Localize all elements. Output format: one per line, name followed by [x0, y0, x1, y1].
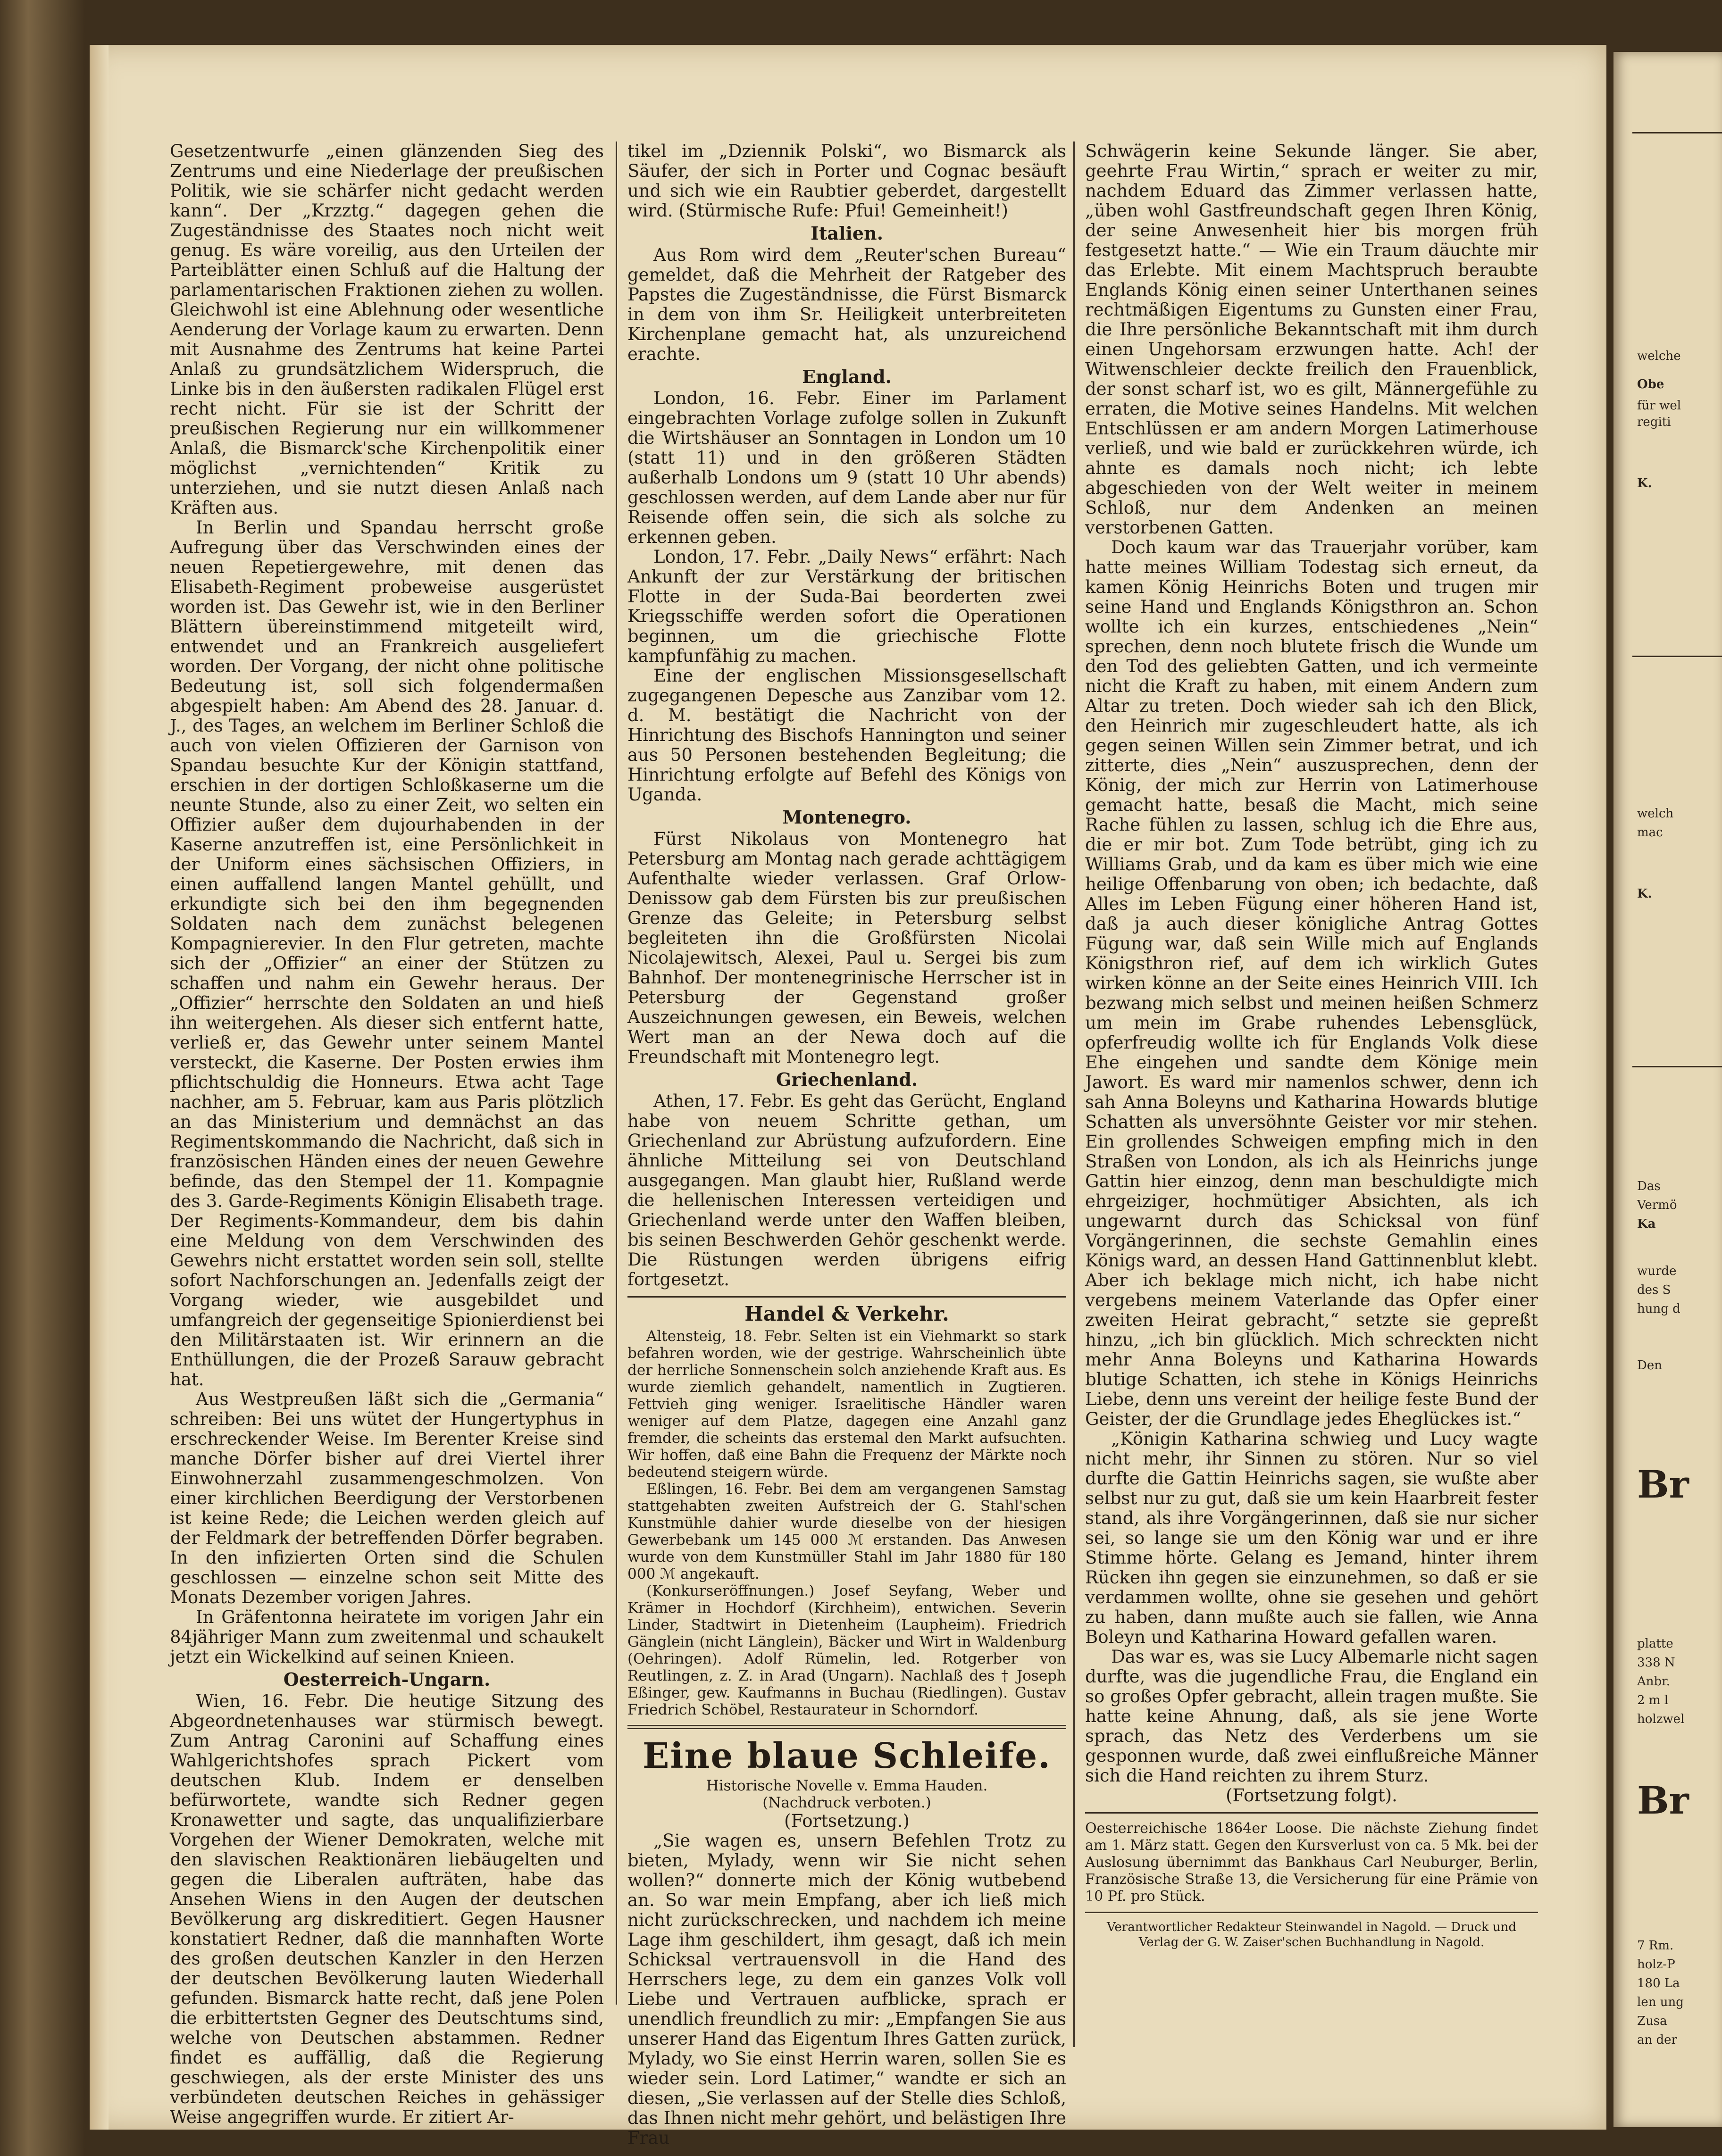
adjacent-fragment: Das: [1637, 1179, 1661, 1193]
adjacent-fragment: Br: [1637, 1462, 1689, 1507]
handel-block: [627, 1328, 1066, 1718]
heading-england: England.: [802, 366, 892, 387]
adjacent-fragment: welch: [1637, 807, 1674, 821]
novel-text-4: „Königin Katharina schwieg und Lucy wagte nicht mehr, ihr Sinnen zu stören. Nur so viel durfte die Gattin Heinrichs sagen, sie wußte aber selbst nur zu gut, daß sie um kein Haarbreit fester stand, als ihre Vorgängerinnen, daß sie nur sicher sei, so lange sie um den König war und er ihre Stimme hörte. Gelang es Jemand, hinter ihrem Rücken ihn gegen sie einzunehmen, so daß er sie verdammen wollte, ohne sie gesehen und gehört zu haben, dann mußte auch sie fallen, wie Anna Boleyn und Katharina Howard gefallen waren.: [1085, 1429, 1538, 1647]
adjacent-fragment: an der: [1637, 2033, 1677, 2047]
adjacent-fragment: wurde: [1637, 1264, 1677, 1278]
imprint-rule: [1085, 1912, 1538, 1913]
heading-griechenland: Griechenland.: [776, 1069, 918, 1090]
novel-continuation: (Fortsetzung.): [784, 1811, 910, 1831]
heading-handel: Handel & Verkehr.: [744, 1302, 949, 1325]
article-montenegro: Fürst Nikolaus von Montenegro hat Petersburg am Montag nach gerade achttägigem Aufenthalte wieder verlassen. Graf Orlow-Denissow gab dem Fürsten bis zur preußischen Grenze das Geleite; in Petersburg selbst begleiteten ihn die Großfürsten Nicolai Nicolajewitsch, Alexei, Paul u. Sergei bis zum Bahnhof. Der montenegrinische Herrscher ist in Petersburg der Gegenstand großer Auszeichnungen gewesen, ein Beweis, welchen Wert man an der Newa doch auf die Freundschaft mit Montenegro legt.: [627, 829, 1066, 1067]
column-2: [627, 141, 1066, 2148]
article-westpreussen: Aus Westpreußen läßt sich die „Germania“ schreiben: Bei uns wütet der Hungertyphus in erschreckender Weise. Im Berenter Kreise sind manche Dörfer bisher auf drei Viertel ihrer Einwohnerzahl zusammengeschmolzen. Von einer kirchlichen Beerdigung der Verstorbenen ist keine Rede; die Leichen werden gleich auf der Feldmark der betreffenden Dörfer begraben. In den infizierten Orten sind die Schulen geschlossen — einzelne schon seit Mitte des Monats Dezember vorigen Jahres.: [170, 1389, 604, 1607]
adjacent-fragment: Vermö: [1637, 1198, 1677, 1212]
adjacent-rule: [1632, 1066, 1722, 1067]
novel-title: Eine blaue Schleife.: [643, 1736, 1051, 1776]
article-dziennik: tikel im „Dziennik Polski“, wo Bismarck als Säufer, der sich in Porter und Cognac besäuft und sich wie ein Raubtier geberdet, dargestellt wird. (Stürmische Rufe: Pfui! Gemeinheit!): [627, 141, 1066, 221]
column-3: [1085, 142, 1538, 2005]
section-rule: [627, 1296, 1066, 1298]
novel-subtitle: Historische Novelle v. Emma Hauden.: [706, 1777, 988, 1794]
column-rule-1: [616, 142, 617, 2005]
article-altensteig: Altensteig, 18. Febr. Selten ist ein Viehmarkt so stark befahren worden, wie der gestrige. Wahrscheinlich übte der herrliche Sonnenschein solch anziehende Kraft aus. Es wurde ziemlich gehandelt, namentlich in Zugtieren. Fettvieh ging weniger. Israelitische Händler waren weniger auf dem Platze, dagegen eine Anzahl ganz fremder, die scheints das erstemal den Markt aufsuchten. Wir hoffen, daß eine Bahn die Frequenz der Märkte noch bedeutend steigern würde.: [627, 1328, 1066, 1481]
novel-text-1: „Sie wagen es, unsern Befehlen Trotz zu bieten, Mylady, wenn wir Sie nicht sehen wollen?“ donnerte mich der König wutbebend an. So war mein Empfang, aber ich ließ mich nicht zurückschrecken, und nachdem ich meine Lage ihm geschildert, ihm gesagt, daß ich mein Schicksal vertrauensvoll in die Hand des Herrschers lege, zu dem ein ganzes Volk voll Liebe und Vertrauen aufblicke, sprach er unendlich freundlich zu mir: „Empfangen Sie aus unserer Hand das Eigentum Ihres Gatten zurück, Mylady, wo Sie einst Herrin waren, sollen Sie es wieder sein. Lord Latimer,“ wandte er sich an diesen, „Sie verlassen auf der Stelle dies Schloß, das Ihnen nicht mehr gehört, und belästigen Ihre Frau: [627, 1831, 1066, 2148]
novel-note: (Nachdruck verboten.): [762, 1794, 931, 1811]
article-konkurs: (Konkurseröffnungen.) Josef Seyfang, Weber und Krämer in Hochdorf (Kirchheim), entwichen. Severin Linder, Stadtwirt in Dietenheim (Laupheim). Friedrich Gänglein (nicht Länglein), Bäcker und Wirt in Waldenburg (Oehringen). Adolf Rümelin, led. Rotgerber von Reutlingen, z. Z. in Arad (Ungarn). Nachlaß des † Joseph Eßinger, gew. Kaufmanns in Buchau (Riedlingen). Gustav Friedrich Schöbel, Restaurateur in Schorndorf.: [627, 1582, 1066, 1718]
column-1: [170, 141, 604, 2127]
novel-text-2: Schwägerin keine Sekunde länger. Sie aber, geehrte Frau Wirtin,“ sprach er weiter zu mir, nachdem Eduard das Zimmer verlassen hatte, „üben wohl Gastfreundschaft gegen Ihren König, der seine Anwesenheit hier bis morgen früh festgesetzt hatte.“ — Wie ein Traum däuchte mir das Erlebte. Mit einem Machtspruch beraubte Englands König einen seiner Unterthanen seines rechtmäßigen Eigentums zu Gunsten einer Frau, die Ihre persönliche Bekanntschaft mit ihm durch einen Ungehorsam erzwungen hatte. Ach! der Witwenschleier deckte freilich den Frauenblick, der sonst scharf ist, wo es gilt, Männergefühle zu erraten, die Motive seines Handelns. Mit welchen Entschlüssen er am andern Morgen Latimerhouse verließ, und wie bald er zurückkehren würde, ich ahnte es damals noch nicht; ich lebte abgeschieden von der Welt weiter in meinem Schloß, nur dem Andenken an meinen verstorbenen Gatten.: [1085, 141, 1538, 538]
adjacent-rule: [1632, 132, 1722, 133]
adjacent-fragment: holzwel: [1637, 1712, 1685, 1726]
feuilleton-rule: [627, 1725, 1066, 1729]
column-rule-2: [1073, 142, 1075, 2047]
heading-oesterreich: Oesterreich-Ungarn.: [283, 1669, 491, 1690]
article-london-1: London, 16. Febr. Einer im Parlament eingebrachten Vorlage zufolge sollen in Zukunft die Wirtshäuser an Sonntagen in London um 10 (statt 11) und in den größeren Städten außerhalb Londons um 9 (statt 10 Uhr abends) geschlossen werden, auf dem Lande aber nur für Reisende offen sein, die sich als solche zu erkennen geben.: [627, 388, 1066, 547]
adjacent-fragment: mac: [1637, 825, 1663, 840]
advertisement-loose: Oesterreichische 1864er Loose. Die nächste Ziehung findet am 1. März statt. Gegen den Kursverlust von ca. 5 Mk. bei der Auslosung übernimmt das Bankhaus Carl Neuburger, Berlin, Französische Straße 13, die Versicherung für eine Prämie von 10 Pf. pro Stück.: [1085, 1820, 1538, 1905]
adjacent-fragment: Br: [1637, 1778, 1689, 1823]
article-london-2: London, 17. Febr. „Daily News“ erfährt: Nach Ankunft der zur Verstärkung der britischen Flotte in der Suda-Bai beorderten zwei Kriegsschiffe werden sofort die Operationen beginnen, um die griechische Flotte kampfunfähig zu machen.: [627, 547, 1066, 666]
adjacent-fragment: regiti: [1637, 415, 1671, 429]
article-wien: Wien, 16. Febr. Die heutige Sitzung des Abgeordnetenhauses war stürmisch bewegt. Zum Antrag Caronini auf Schaffung eines Wahlgerichtshofes sprach Pickert vom deutschen Klub. Indem er denselben befürwortete, wandte sich Redner gegen Kronawetter und sagte, das unqualifizierbare Vorgehen der Wiener Demokraten, welche mit den slavischen Reaktionären liebäugelten und gegen die Liberalen aufträten, habe das Ansehen Wiens in den Augen der deutschen Bevölkerung arg diskreditiert. Gegen Hausner konstatiert Redner, daß die mannhaften Worte des großen deutschen Kanzler in den Herzen der deutschen Bevölkerung lauten Wiederhall gefunden. Bismarck hatte recht, daß jene Polen die erbittertsten Gegner des Deutschtums sind, welche von Deutschen abstammen. Redner findet es auffällig, daß die Regierung geschwiegen, als der erste Minister des uns verbündeten deutschen Reiches in gehässiger Weise angegriffen wurde. Er zitiert Ar-: [170, 1691, 604, 2127]
adjacent-rule: [1632, 656, 1722, 657]
article-kirchenvorlage: Gesetzentwurfe „einen glänzenden Sieg des Zentrums und eine Niederlage der preußischen Politik, wie sie schärfer nicht gedacht werden kann“. Der „Krzztg.“ dagegen gehen die Zugeständnisse des Staates noch nicht weit genug. Es wäre voreilig, aus den Urteilen der Parteiblätter einen Schluß auf die Haltung der parlamentarischen Fraktionen ziehen zu wollen. Gleichwohl ist eine Ablehnung oder wesentliche Aenderung der Vorlage kaum zu erwarten. Denn mit Ausnahme des Zentrums hat keine Partei Anlaß zu grundsätzlichem Widerspruch, die Linke bis in den äußersten radikalen Flügel erst recht nicht. Für sie ist der Schritt der preußischen Regierung nur ein willkommener Anlaß, die Bismarck'sche Kirchenpolitik einer möglichst „vernichtenden“ Kritik zu unterziehen, und sie nutzt diesen Anlaß nach Kräften aus.: [170, 141, 604, 518]
adjacent-fragment: platte: [1637, 1637, 1673, 1651]
adjacent-fragment: holz-P: [1637, 1957, 1675, 1972]
novel-text-5: Das war es, was sie Lucy Albemarle nicht sagen durfte, was die jugendliche Frau, die England ein so großes Opfer gebracht, allein tragen mußte. Sie hatte keine Ahnung, daß, als sie jene Worte sprach, das Netz des Verderbens um sie gesponnen wurde, daß zwei einflußreiche Männer sich die Hand reichten zu ihrem Sturz.: [1085, 1647, 1538, 1786]
novel-text-3: Doch kaum war das Trauerjahr vorüber, kam hatte meines William Todestag sich erneut, da kamen König Heinrichs Boten und trugen mir seine Hand und Englands Königsthron an. Schon wollte ich ein kurzes, entschiedenes „Nein“ sprechen, denn noch blutete frisch die Wunde um den Tod des geliebten Gatten, und ich vermeinte nicht die Kraft zu haben, mit einem Andern zum Altar zu treten. Doch wieder sah ich den Blick, den Heinrich mir zugeschleudert hatte, als ich gegen seinen Willen sein Zimmer betrat, und ich zitterte, dies „Nein“ auszusprechen, denn der König, der mich zur Herrin von Latimerhouse gemacht hatte, besaß die Macht, mich seine Rache fühlen zu lassen, schlug ich die Ehre aus, die er mir bot. Zum Tode betrübt, ging ich zu Williams Grab, und da kam es über mich wie eine heilige Offenbarung von oben; ich bedachte, daß Alles im Leben Fügung einer höheren Hand ist, daß ja auch dieser königliche Antrag Gottes Fügung war, daß sein Wille mich auf Englands Königsthron rief, auf dem ich wirklich Gutes wirken könne an der Seite eines Heinrich VIII. Ich bezwang mich selbst und meinen heißen Schmerz um mein im Grabe ruhendes Lebensglück, opferfreudig wollte ich für Englands Volk diese Ehe eingehen und sandte dem Könige mein Jawort. Es ward mir namenlos schwer, denn ich sah Anna Boleyns und Katharina Howards blutige Schatten als unversöhnte Geister vor mir stehen. Ein grollendes Schweigen empfing mich in den Straßen von London, als ich als Heinrichs junge Gattin hier einzog, denn man beschuldigte mich ehrgeiziger, hochmütiger Absichten, als ich ungewarnt durch das Schicksal von fünf Vorgängerinnen, die sechste Gemahlin eines Königs ward, an dessen Hand Gattinnenblut klebt. Aber ich beklage mich nicht, ich habe nicht vergebens meinem Vaterlande das Opfer einer zweiten Heirat gebracht,“ setzte sie gepreßt hinzu, „ich bin glücklich. Mich schreckten nicht mehr Anna Boleyns und Katharina Howards blutige Schatten, ich stehe in Königs Heinrichs Liebe, denn uns vereint der heilige feste Bund der Geister, der die Grundlage jedes Eheglückes ist.“: [1085, 537, 1538, 1429]
adjacent-fragment: 180 La: [1637, 1976, 1680, 1990]
adjacent-fragment: Zusa: [1637, 2014, 1667, 2028]
adjacent-fragment: len ung: [1637, 1995, 1684, 2009]
article-gewehr: In Berlin und Spandau herrscht große Aufregung über das Verschwinden eines der neuen Repetiergewehre, mit denen das Elisabeth-Regiment probeweise ausgerüstet worden ist. Das Gewehr ist, wie in den Berliner Blättern übereinstimmend mitgeteilt wird, entwendet und an Frankreich ausgeliefert worden. Der Vorgang, der nicht ohne politische Bedeutung ist, soll sich folgendermaßen abgespielt haben: Am Abend des 28. Januar. d. J., des Tages, an welchem im Berliner Schloß die auch von vielen Offizieren der Garnison von Spandau besuchte Kur der Königin stattfand, erschien in der dortigen Schloßkaserne um die neunte Stunde, also zu einer Zeit, wo selten ein Offizier außer dem dujourhabenden in der Kaserne anzutreffen ist, eine Persönlichkeit in der Uniform eines sächsischen Offiziers, in einen auffallend langen Mantel gehüllt, und erkundigte sich bei den ihm begegnenden Soldaten nach dem zunächst belegenen Kompagnierevier. In den Flur getreten, machte sich der „Offizier“ an einer der Stützen zu schaffen und nahm ein Gewehr heraus. Der „Offizier“ herrschte den Soldaten an und hieß ihn weitergehen. Als dieser sich entfernt hatte, verließ er, das Gewehr unter seinem Mantel versteckt, die Kaserne. Der Posten erwies ihm pflichtschuldig die Honneurs. Etwa acht Tage nachher, am 5. Februar, kam aus Paris plötzlich an das Ministerium und demnächst an das Regimentskommando die Nachricht, daß sich in französischen Händen eines der neuen Gewehre befinde, das den Stempel der 11. Kompagnie des 3. Garde-Regiments Königin Elisabeth trage. Der Regiments-Kommandeur, dem bis dahin eine Meldung von dem Verschwinden des Gewehrs nicht erstattet worden sein soll, stellte sofort Nachforschungen an. Jedenfalls zeigt der Vorgang wieder, wie ausgebildet und umfangreich der gegenseitige Spionierdienst bei den Militärstaaten ist. Wir erinnern an die Enthüllungen, die der Prozeß Sarauw gebracht hat.: [170, 517, 604, 1390]
novel-fortsetzung: (Fortsetzung folgt).: [1226, 1785, 1397, 1806]
adjacent-fragment: hung d: [1637, 1302, 1680, 1316]
article-athen: Athen, 17. Febr. Es geht das Gerücht, England habe von neuem Schritte gethan, um Griechenland zur Abrüstung aufzufordern. Eine ähnliche Mitteilung sei von Deutschland ausgegangen. Man glaubt hier, Rußland werde die hellenischen Interessen verteidigen und Griechenland werde unter den Waffen bleiben, bis seinen Beschwerden Gehör geschenkt werde. Die Rüstungen werden übrigens eifrig fortgesetzt.: [627, 1091, 1066, 1290]
ad-rule: [1085, 1812, 1538, 1814]
imprint: Verantwortlicher Redakteur Steinwandel in Nagold. — Druck und Verlag der G. W. Zaiser'schen Buchhandlung in Nagold.: [1106, 1920, 1517, 1949]
adjacent-fragment: Den: [1637, 1358, 1662, 1373]
adjacent-fragment: 338 N: [1637, 1656, 1675, 1670]
adjacent-fragment: des S: [1637, 1283, 1671, 1297]
heading-italien: Italien.: [811, 223, 883, 244]
adjacent-fragment: welche: [1637, 349, 1681, 363]
adjacent-fragment: Obe: [1637, 377, 1664, 391]
article-zanzibar: Eine der englischen Missionsgesellschaft zugegangenen Depesche aus Zanzibar vom 12. d. M. bestätigt die Nachricht von der Hinrichtung des Bischofs Hannington und seiner aus 50 Personen bestehenden Begleitung; die Hinrichtung erfolgte auf Befehl des Königs von Uganda.: [627, 666, 1066, 805]
article-graefentonna: In Gräfentonna heiratete im vorigen Jahr ein 84jähriger Mann zum zweitenmal und schaukelt jetzt ein Wickelkind auf seinen Knieen.: [170, 1607, 604, 1667]
adjacent-page: [1613, 52, 1722, 2127]
page-gutter: [90, 45, 109, 2130]
adjacent-fragment: K.: [1637, 887, 1652, 901]
adjacent-fragment: K.: [1637, 476, 1652, 491]
article-rom: Aus Rom wird dem „Reuter'schen Bureau“ gemeldet, daß die Mehrheit der Ratgeber des Papstes die Zugeständnisse, die Fürst Bismarck in dem von ihm Sr. Heiligkeit unterbreiteten Kirchenplane gemacht hat, als unzureichend erachte.: [627, 245, 1066, 364]
adjacent-fragment: für wel: [1637, 399, 1681, 413]
heading-montenegro: Montenegro.: [782, 807, 911, 828]
adjacent-fragment: Ka: [1637, 1217, 1656, 1231]
adjacent-fragment: Anbr.: [1637, 1674, 1671, 1689]
article-esslingen: Eßlingen, 16. Febr. Bei dem am vergangenen Samstag stattgehabten zweiten Aufstreich der G. Stahl'schen Kunstmühle dahier wurde dieselbe von der hiesigen Gewerbebank um 145 000 ℳ erstanden. Das Anwesen wurde von dem Kunstmüller Stahl im Jahr 1880 für 180 000 ℳ angekauft.: [627, 1481, 1066, 1582]
adjacent-fragment: 7 Rm.: [1637, 1939, 1674, 1953]
adjacent-fragment: 2 m l: [1637, 1693, 1669, 1707]
